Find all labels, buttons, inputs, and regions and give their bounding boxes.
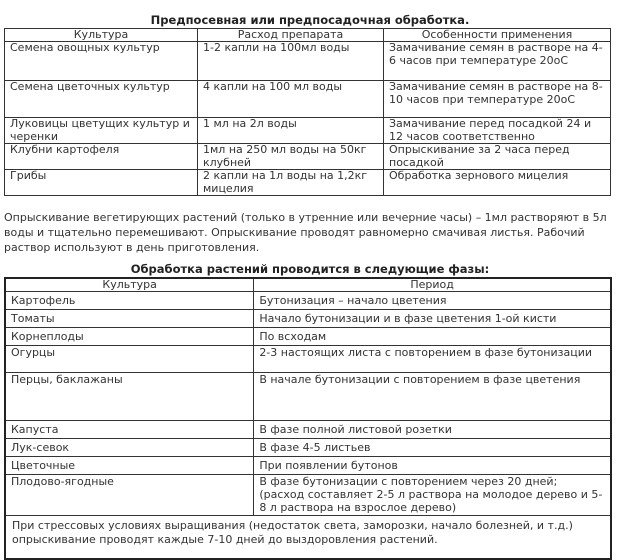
cell-period: В начале бутонизации с повторением в фазе цветения (254, 373, 611, 421)
cell-culture: Огурцы (5, 346, 254, 373)
cell-period: При появлении бутонов (254, 457, 611, 475)
cell-period: В фазе полной листовой розетки (254, 421, 611, 439)
pretreatment-table (4, 28, 611, 196)
cell-culture: Лук-севок (5, 439, 254, 457)
cell-application: Опрыскивание за 2 часа перед посадкой (384, 144, 611, 170)
cell-period: 2-3 настоящих листа с повторением в фазе бутонизации (254, 346, 611, 373)
cell-dosage: 1мл на 250 мл воды на 50кг клубней (198, 144, 384, 170)
cell-period: Бутонизация – начало цветения (254, 292, 611, 310)
table-row (5, 439, 611, 457)
cell-culture: Грибы (5, 170, 198, 196)
table-row (5, 475, 611, 516)
cell-culture: Семена овощных культур (5, 42, 198, 81)
cell-application: Замачивание семян в растворе на 8-10 часов при температуре 20оС (384, 81, 611, 118)
header-culture: Культура (5, 29, 198, 42)
cell-culture: Семена цветочных культур (5, 81, 198, 118)
cell-culture: Плодово-ягодные (5, 475, 254, 516)
cell-culture: Перцы, баклажаны (5, 373, 254, 421)
table-row (5, 42, 611, 81)
cell-dosage: 1-2 капли на 100мл воды (198, 42, 384, 81)
header-dosage: Расход препарата (198, 29, 384, 42)
section2-title: Обработка растений проводится в следующие фазы: (130, 262, 490, 276)
header-period: Период (254, 278, 611, 292)
table-row (5, 170, 611, 196)
table-header-row (5, 278, 611, 292)
table-row (5, 421, 611, 439)
table-row (5, 346, 611, 373)
table-footer-row (5, 516, 611, 560)
table-row (5, 144, 611, 170)
spraying-note: Опрыскивание вегетирующих растений (только в утренние или вечерние часы) – 1мл растворяют в 5л воды и тщательно перемешивают. Опрыскивание проводят равномерно смачивая листья. Рабочий раствор используют в день приготовления. (4, 211, 607, 254)
cell-application: Замачивание семян в растворе на 4-6 часов при температуре 20оС (384, 42, 611, 81)
cell-period: В фазе 4-5 листьев (254, 439, 611, 457)
cell-culture: Клубни картофеля (5, 144, 198, 170)
header-culture: Культура (5, 278, 254, 292)
cell-period: В фазе бутонизации с повторением через 20 дней; (расход составляет 2-5 л раствора на молодое дерево и 5-8 л раствора на взрослое дерево) (254, 475, 611, 516)
phases-table (4, 277, 612, 560)
cell-application: Обработка зернового мицелия (384, 170, 611, 196)
cell-culture: Томаты (5, 310, 254, 328)
table-row (5, 328, 611, 346)
cell-dosage: 4 капли на 100 мл воды (198, 81, 384, 118)
cell-period: Начало бутонизации и в фазе цветения 1-ой кисти (254, 310, 611, 328)
header-application: Особенности применения (384, 29, 611, 42)
cell-period: По всходам (254, 328, 611, 346)
table-row (5, 292, 611, 310)
cell-culture: Картофель (5, 292, 254, 310)
cell-dosage: 1 мл на 2л воды (198, 118, 384, 144)
table-row (5, 81, 611, 118)
table-row (5, 373, 611, 421)
cell-culture: Луковицы цветущих культур и черенки (5, 118, 198, 144)
section1-title: Предпосевная или предпосадочная обработка. (150, 13, 470, 27)
table-row (5, 118, 611, 144)
cell-culture: Капуста (5, 421, 254, 439)
cell-application: Замачивание перед посадкой 24 и 12 часов соответственно (384, 118, 611, 144)
cell-culture: Цветочные (5, 457, 254, 475)
stress-conditions-note: При стрессовых условиях выращивания (недостаток света, заморозки, начало болезней, и т.д.) опрыскивание проводят каждые 7-10 дней до выздоровления растений. (5, 516, 611, 560)
cell-dosage: 2 капли на 1л воды на 1,2кг мицелия (198, 170, 384, 196)
table-row (5, 457, 611, 475)
cell-culture: Корнеплоды (5, 328, 254, 346)
table-header-row (5, 29, 611, 42)
table-row (5, 310, 611, 328)
